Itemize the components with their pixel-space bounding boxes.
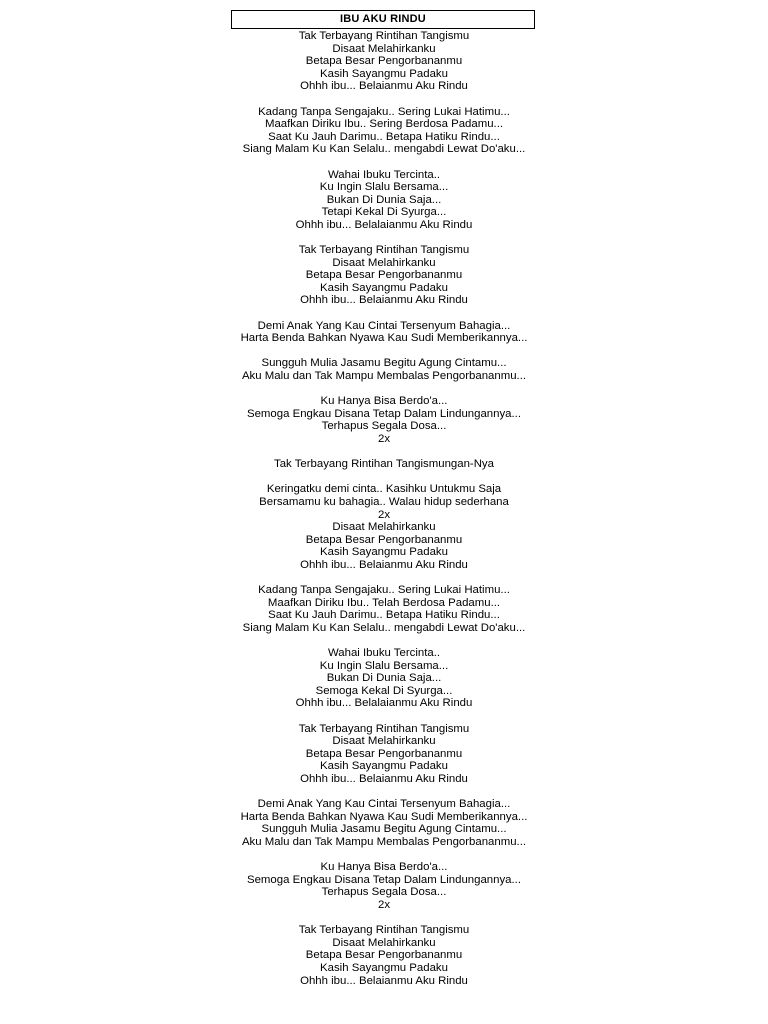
lyric-stanza <box>0 106 768 156</box>
lyric-stanza <box>0 357 768 382</box>
lyric-line: Harta Benda Bahkan Nyawa Kau Sudi Memberikannya... <box>240 810 528 823</box>
lyric-line: Ohhh ibu... Belaianmu Aku Rindu <box>300 294 468 307</box>
lyric-line: Tak Terbayang Rintihan Tangismu <box>298 924 470 937</box>
lyric-stanza <box>0 395 768 445</box>
lyric-line: Disaat Melahirkanku <box>332 936 436 949</box>
lyric-line: 2x <box>377 433 391 445</box>
lyric-stanza <box>0 30 768 93</box>
lyric-line: Ohhh ibu... Belaianmu Aku Rindu <box>300 558 468 571</box>
lyric-line: Sungguh Mulia Jasamu Begitu Agung Cintamu... <box>261 823 507 836</box>
lyric-line: Betapa Besar Pengorbananmu <box>305 269 463 282</box>
lyric-line: Bukan Di Dunia Saja... <box>326 672 442 685</box>
lyric-line: Ku Hanya Bisa Berdo'a... <box>320 861 448 874</box>
lyric-line: Ku Ingin Slalu Bersama... <box>319 181 449 194</box>
lyric-line: Bukan Di Dunia Saja... <box>326 193 442 206</box>
lyric-stanza <box>0 458 768 471</box>
lyric-line: 2x <box>377 898 391 911</box>
lyric-line: Tetapi Kekal Di Syurga... <box>321 206 447 219</box>
lyric-line: Kasih Sayangmu Padaku <box>320 760 448 773</box>
lyric-line: Semoga Engkau Disana Tetap Dalam Lindungannya... <box>247 873 521 886</box>
lyric-line: Terhapus Segala Dosa... <box>321 886 447 899</box>
lyric-line: Demi Anak Yang Kau Cintai Tersenyum Bahagia... <box>257 798 511 811</box>
lyric-stanza <box>0 483 768 571</box>
lyric-line: Siang Malam Ku Kan Selalu.. mengabdi Lewat Do'aku... <box>242 143 526 156</box>
lyric-line: Betapa Besar Pengorbananmu <box>305 949 463 962</box>
lyric-line: Aku Malu dan Tak Mampu Membalas Pengorbananmu... <box>241 836 527 848</box>
lyric-line: Ohhh ibu... Belaianmu Aku Rindu <box>300 773 468 786</box>
lyric-line: Ohhh ibu... Belalaianmu Aku Rindu <box>295 218 473 231</box>
lyric-stanza <box>0 647 768 710</box>
lyric-line: Saat Ku Jauh Darimu.. Betapa Hatiku Rindu... <box>268 130 500 143</box>
lyric-line: Tak Terbayang Rintihan Tangismu <box>298 244 470 257</box>
lyric-line: Tak Terbayang Rintihan Tangismungan-Nya <box>274 458 494 471</box>
lyric-line: Kasih Sayangmu Padaku <box>320 67 448 80</box>
lyric-line: Siang Malam Ku Kan Selalu.. mengabdi Lewat Do'aku... <box>242 621 526 634</box>
lyric-line: 2x <box>377 508 391 521</box>
lyric-line: Kasih Sayangmu Padaku <box>320 546 448 559</box>
lyric-line: Tak Terbayang Rintihan Tangismu <box>298 722 470 735</box>
lyric-line: Betapa Besar Pengorbananmu <box>305 533 463 546</box>
lyric-stanza <box>0 798 768 848</box>
lyric-stanza <box>0 169 768 232</box>
lyric-line: Kasih Sayangmu Padaku <box>320 281 448 294</box>
lyric-line: Betapa Besar Pengorbananmu <box>305 55 463 68</box>
lyrics-body <box>0 30 768 1000</box>
lyric-line: Ohhh ibu... Belaianmu Aku Rindu <box>300 80 468 93</box>
lyric-line: Disaat Melahirkanku <box>332 42 436 55</box>
lyric-line: Maafkan Diriku Ibu.. Sering Berdosa Padamu... <box>264 118 504 131</box>
lyric-line: Disaat Melahirkanku <box>332 735 436 748</box>
lyric-line: Sungguh Mulia Jasamu Begitu Agung Cintamu... <box>261 357 507 370</box>
lyric-line: Kadang Tanpa Sengajaku.. Sering Lukai Hatimu... <box>258 105 510 118</box>
lyric-stanza <box>0 924 768 987</box>
lyric-line: Ohhh ibu... Belaianmu Aku Rindu <box>300 974 468 987</box>
song-title: IBU AKU RINDU <box>231 10 535 29</box>
lyric-line: Maafkan Diriku Ibu.. Telah Berdosa Padamu... <box>267 596 501 609</box>
lyric-line: Semoga Engkau Disana Tetap Dalam Lindungannya... <box>247 407 521 420</box>
lyric-line: Kadang Tanpa Sengajaku.. Sering Lukai Hatimu... <box>258 584 510 597</box>
lyric-line: Aku Malu dan Tak Mampu Membalas Pengorbananmu... <box>241 370 527 383</box>
lyric-line: Saat Ku Jauh Darimu.. Betapa Hatiku Rindu... <box>268 609 500 622</box>
lyric-line: Tak Terbayang Rintihan Tangismu <box>298 30 470 42</box>
lyric-line: Ku Ingin Slalu Bersama... <box>319 659 449 672</box>
lyric-line: Keringatku demi cinta.. Kasihku Untukmu Saja <box>266 483 502 496</box>
lyric-stanza <box>0 584 768 634</box>
lyric-line: Disaat Melahirkanku <box>332 256 436 269</box>
lyric-line: Betapa Besar Pengorbananmu <box>305 747 463 760</box>
lyric-line: Demi Anak Yang Kau Cintai Tersenyum Bahagia... <box>257 319 511 332</box>
lyric-stanza <box>0 320 768 345</box>
lyric-stanza <box>0 244 768 307</box>
lyric-line: Terhapus Segala Dosa... <box>321 420 447 433</box>
lyric-line: Semoga Kekal Di Syurga... <box>315 684 453 697</box>
lyric-line: Kasih Sayangmu Padaku <box>320 961 448 974</box>
lyric-line: Bersamamu ku bahagia.. Walau hidup sederhana <box>259 495 509 508</box>
lyric-line: Harta Benda Bahkan Nyawa Kau Sudi Memberikannya... <box>240 332 528 345</box>
lyric-line: Wahai Ibuku Tercinta.. <box>327 647 441 660</box>
lyric-line: Wahai Ibuku Tercinta.. <box>327 168 441 181</box>
lyric-stanza <box>0 861 768 911</box>
lyric-line: Disaat Melahirkanku <box>332 521 436 534</box>
lyric-line: Ohhh ibu... Belalaianmu Aku Rindu <box>295 697 473 710</box>
lyric-stanza <box>0 723 768 786</box>
lyric-line: Ku Hanya Bisa Berdo'a... <box>320 395 448 408</box>
